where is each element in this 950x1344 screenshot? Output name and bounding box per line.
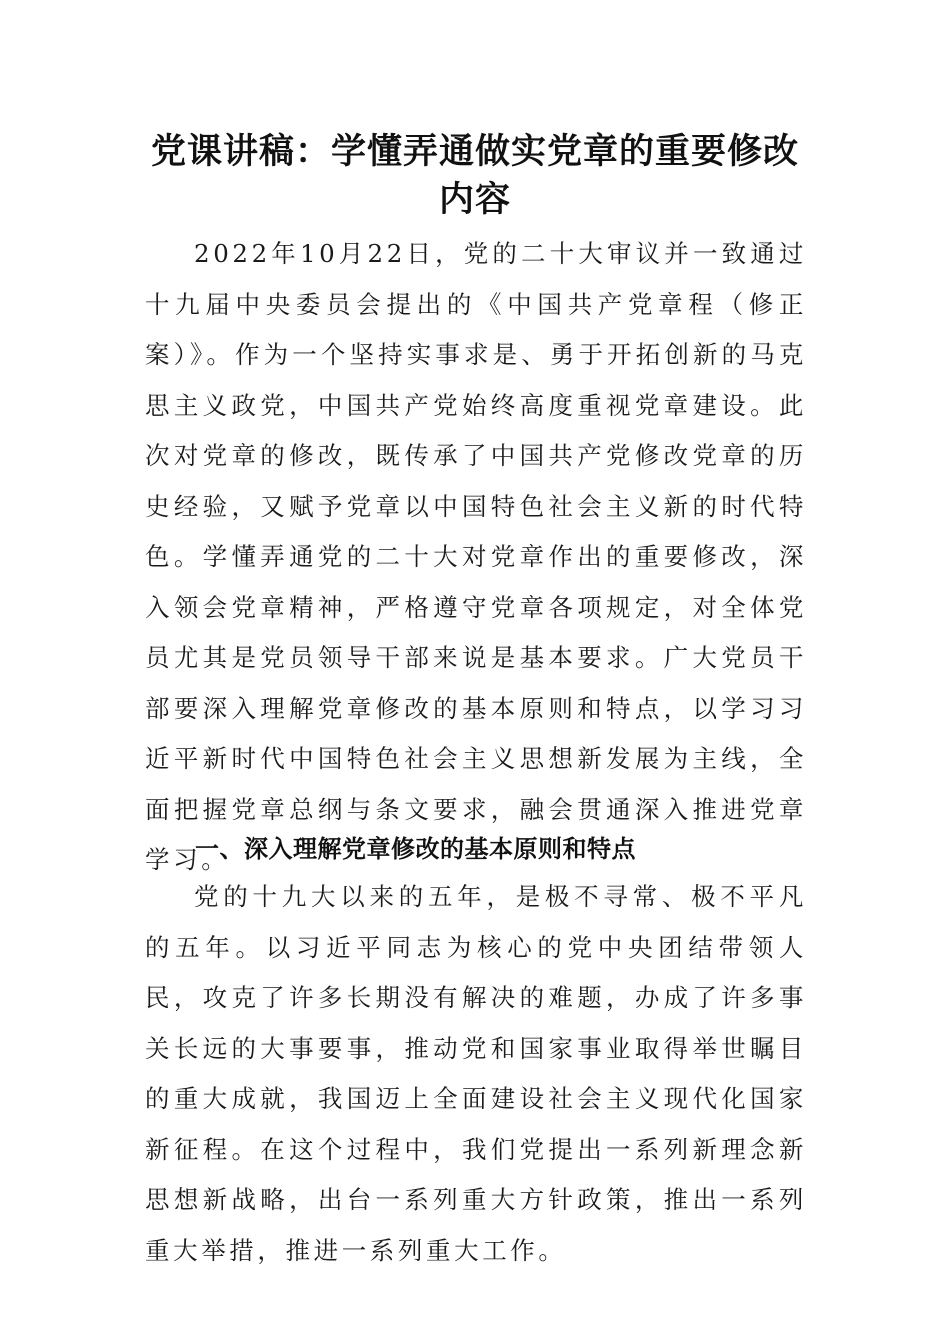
section-heading: 一、深入理解党章修改的基本原则和特点 [195, 835, 636, 863]
intro-paragraph: 2022年10月22日，党的二十大审议并一致通过十九届中央委员会提出的《中国共产党章程（修正案）》。作为一个坚持实事求是、勇于开拓创新的马克思主义政党，中国共产党始终高度重视党章建设。此次对党章的修改，既传承了中国共产党修改党章的历史经验，又赋予党章以中国特色社会主义新的时代特色。学懂弄通党的二十大对党章作出的重要修改，深入领会党章精神，严格遵守党章各项规定，对全体党员尤其是党员领导干部来说是基本要求。广大党员干部要深入理解党章修改的基本原则和特点，以学习习近平新时代中国特色社会主义思想新发展为主线，全面把握党章总纲与条文要求，融会贯通深入推进党章学习。 [145, 239, 807, 874]
section-paragraph: 党的十九大以来的五年，是极不寻常、极不平凡的五年。以习近平同志为核心的党中央团结带领人民，攻克了许多长期没有解决的难题，办成了许多事关长远的大事要事，推动党和国家事业取得举世瞩目的重大成就，我国迈上全面建设社会主义现代化国家新征程。在这个过程中，我们党提出一系列新理念新思想新战略，出台一系列重大方针政策，推出一系列重大举措，推进一系列重大工作。 [145, 882, 807, 1265]
document-title: 党课讲稿：学懂弄通做实党章的重要修改内容 [150, 132, 799, 220]
